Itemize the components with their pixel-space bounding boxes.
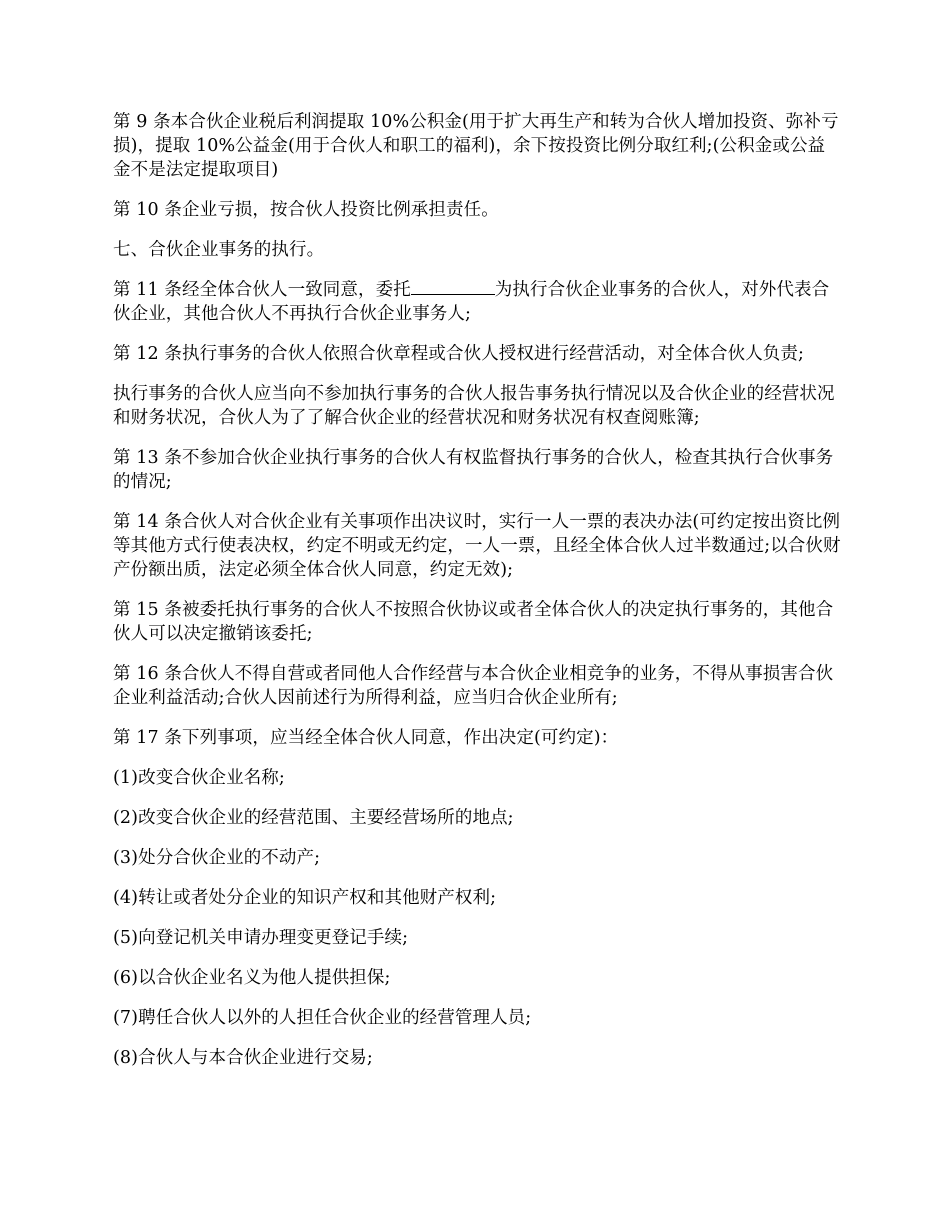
list-item-4: (4)转让或者处分企业的知识产权和其他财产权利; xyxy=(113,888,497,908)
paragraph-executor-report: 执行事务的合伙人应当向不参加执行事务的合伙人报告事务执行情况以及合伙企业的经营状况和财务状况，合伙人为了了解合伙企业的经营状况和财务状况有权查阅账簿; xyxy=(113,384,835,428)
paragraph-article-10: 第 10 条企业亏损，按合伙人投资比例承担责任。 xyxy=(113,200,499,220)
paragraph-article-12: 第 12 条执行事务的合伙人依照合伙章程或合伙人授权进行经营活动，对全体合伙人负责; xyxy=(113,344,804,364)
fill-in-blank xyxy=(411,278,495,295)
list-item-7: (7)聘任合伙人以外的人担任合伙企业的经营管理人员; xyxy=(113,1008,532,1028)
list-item-5: (5)向登记机关申请办理变更登记手续; xyxy=(113,928,409,948)
paragraph-article-11 xyxy=(113,278,842,326)
article-11-text-after: 为执行合伙企业事务的合伙人，对外代表合伙企业，其他合伙人不再执行合伙企业事务人; xyxy=(113,280,830,324)
list-item-2: (2)改变合伙企业的经营范围、主要经营场所的地点; xyxy=(113,808,514,828)
article-11-text-before: 第 11 条经全体合伙人一致同意，委托 xyxy=(113,280,411,300)
paragraph-article-9: 第 9 条本合伙企业税后利润提取 10%公积金(用于扩大再生产和转为合伙人增加投资、弥补亏损)，提取 10%公益金(用于合伙人和职工的福利)，余下按投资比例分取红利;(公积金或公益金不是法定提取项目) xyxy=(113,112,839,180)
paragraph-article-13: 第 13 条不参加合伙企业执行事务的合伙人有权监督执行事务的合伙人，检查其执行合伙事务的情况; xyxy=(113,448,834,492)
list-item-6: (6)以合伙企业名义为他人提供担保; xyxy=(113,968,391,988)
section-heading-7: 七、合伙企业事务的执行。 xyxy=(113,240,325,260)
paragraph-article-14: 第 14 条合伙人对合伙企业有关事项作出决议时，实行一人一票的表决办法(可约定按出资比例等其他方式行使表决权，约定不明或无约定，一人一票，且经全体合伙人过半数通过;以合伙财产份额出质，法定必须全体合伙人同意，约定无效); xyxy=(113,512,841,580)
list-item-8: (8)合伙人与本合伙企业进行交易; xyxy=(113,1048,373,1068)
list-item-1: (1)改变合伙企业名称; xyxy=(113,768,285,788)
paragraph-article-17: 第 17 条下列事项，应当经全体合伙人同意，作出决定(可约定)： xyxy=(113,728,619,748)
paragraph-article-15: 第 15 条被委托执行事务的合伙人不按照合伙协议或者全体合伙人的决定执行事务的，其他合伙人可以决定撤销该委托; xyxy=(113,600,834,644)
list-item-3: (3)处分合伙企业的不动产; xyxy=(113,848,321,868)
paragraph-article-16: 第 16 条合伙人不得自营或者同他人合作经营与本合伙企业相竞争的业务，不得从事损害合伙企业利益活动;合伙人因前述行为所得利益，应当归合伙企业所有; xyxy=(113,664,834,708)
